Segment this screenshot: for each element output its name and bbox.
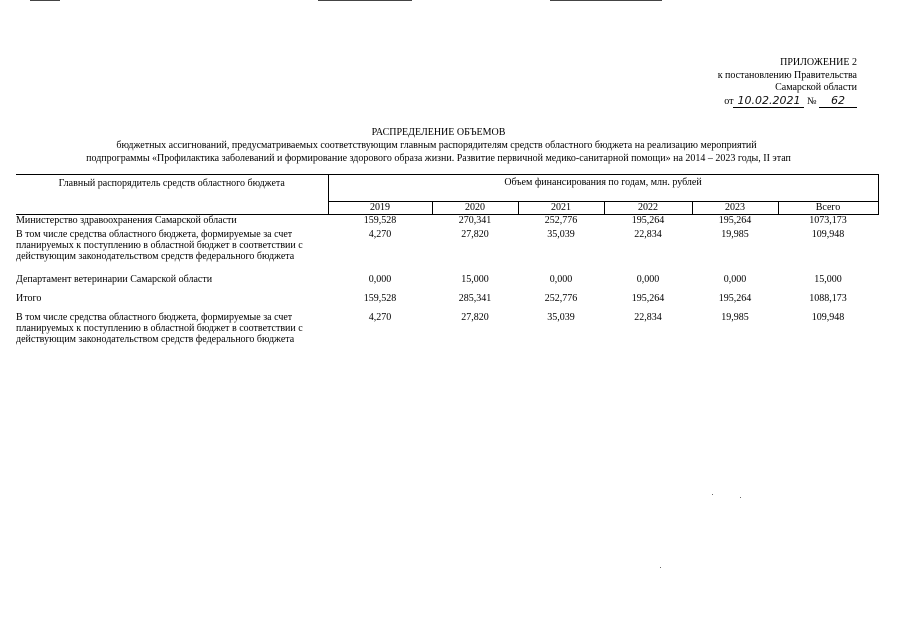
table-row	[16, 311, 878, 356]
document-title: РАСПРЕДЕЛЕНИЕ ОБЪЕМОВ	[371, 127, 506, 138]
cell-value: 15,000	[461, 274, 489, 285]
cell-total: 109,948	[811, 312, 845, 323]
cell-value: 0,000	[549, 274, 573, 285]
scan-speck	[712, 494, 713, 495]
appendix-line-1: к постановлению Правительства	[717, 69, 857, 81]
scan-line	[30, 0, 60, 1]
cell-value: 195,264	[718, 215, 752, 226]
header-year: 2022	[604, 201, 692, 214]
cell-total: 109,948	[811, 229, 845, 240]
cell-value: 27,820	[461, 312, 489, 323]
handwritten-date: 10.02.2021	[733, 95, 804, 108]
row-name: В том числе средства областного бюджета, формируемые за счет планируемых к поступлению в областной бюджет в соответствии с действующим законодательством средств федерального бюджета	[16, 229, 303, 262]
table-row	[16, 215, 878, 229]
header-year: 2023	[692, 201, 778, 214]
appendix-block	[718, 57, 857, 108]
cell-value: 252,776	[544, 215, 578, 226]
cell-value: 195,264	[718, 293, 752, 304]
table-row	[16, 273, 878, 292]
cell-value: 159,528	[363, 293, 397, 304]
cell-total: 1088,173	[809, 293, 847, 304]
scan-line	[550, 0, 662, 1]
cell-value: 0,000	[368, 274, 392, 285]
header-year: 2020	[432, 201, 518, 214]
header-year: 2021	[518, 201, 604, 214]
cell-value: 0,000	[636, 274, 660, 285]
row-name: Итого	[16, 293, 42, 304]
scan-speck	[660, 567, 661, 568]
number-label: №	[806, 95, 817, 107]
appendix-date-line	[724, 95, 857, 109]
row-name: Министерство здравоохранения Самарской области	[16, 215, 237, 226]
document-titles	[0, 126, 905, 165]
document-subtitle-line-2: подпрограммы «Профилактика заболеваний и формирование здорового образа жизни. Развитие первичной медико-санитарной помощи» на 2014 – 2023 годы, II этап	[86, 153, 791, 164]
cell-value: 22,834	[634, 312, 662, 323]
cell-value: 22,834	[634, 229, 662, 240]
cell-value: 19,985	[721, 229, 749, 240]
cell-total: 15,000	[814, 274, 842, 285]
cell-value: 35,039	[547, 229, 575, 240]
row-name: В том числе средства областного бюджета, формируемые за счет планируемых к поступлению в областной бюджет в соответствии с действующим законодательством средств федерального бюджета	[16, 312, 303, 345]
header-year: 2019	[328, 201, 432, 214]
header-volume: Объем финансирования по годам, млн. рублей	[328, 175, 878, 202]
appendix-line-2: Самарской области	[775, 82, 857, 93]
cell-value: 0,000	[723, 274, 747, 285]
table-row	[16, 292, 878, 311]
scan-speck	[740, 497, 741, 498]
table-row	[16, 228, 878, 273]
cell-value: 159,528	[363, 215, 397, 226]
header-total: Всего	[778, 201, 878, 214]
cell-value: 252,776	[544, 293, 578, 304]
cell-value: 195,264	[631, 293, 665, 304]
handwritten-number: 62	[819, 95, 857, 108]
document-subtitle-line-1: бюджетных ассигнований, предусматриваемых соответствующим главным распорядителям средств областного бюджета на реализацию мероприятий	[116, 140, 757, 151]
cell-value: 35,039	[547, 312, 575, 323]
cell-value: 195,264	[631, 215, 665, 226]
budget-table	[16, 174, 879, 356]
cell-value: 4,270	[368, 312, 392, 323]
cell-total: 1073,173	[809, 215, 847, 226]
from-label: от	[724, 95, 734, 107]
header-distributor: Главный распорядитель средств областного бюджета	[16, 175, 328, 215]
cell-value: 4,270	[368, 229, 392, 240]
appendix-title: ПРИЛОЖЕНИЕ 2	[780, 57, 857, 68]
scan-line	[318, 0, 412, 1]
cell-value: 270,341	[458, 215, 492, 226]
row-name: Департамент ветеринарии Самарской области	[16, 274, 213, 285]
cell-value: 27,820	[461, 229, 489, 240]
cell-value: 19,985	[721, 312, 749, 323]
cell-value: 285,341	[458, 293, 492, 304]
